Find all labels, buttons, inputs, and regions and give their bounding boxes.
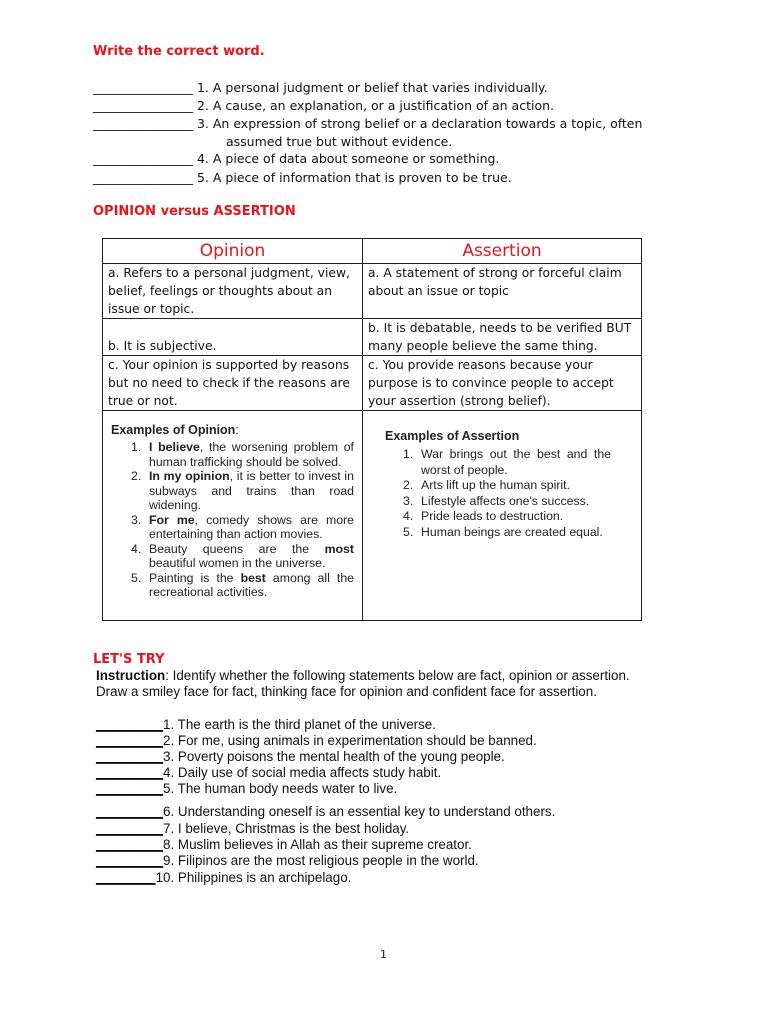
answer-blank[interactable]: _________ bbox=[96, 765, 164, 780]
fill-item-3 bbox=[93, 116, 642, 131]
answer-blank[interactable]: _________ bbox=[96, 733, 164, 748]
list-item: 5. Human beings are created equal. bbox=[403, 524, 603, 539]
fill-item-text: 5. A piece of information that is proven to be true. bbox=[196, 170, 512, 185]
opinion-cell-c: c. Your opinion is supported by reasons but no need to check if the reasons are true or not. bbox=[103, 356, 363, 411]
answer-blank[interactable]: _________ bbox=[96, 837, 164, 852]
opinion-examples-title: Examples of Opinion: bbox=[111, 423, 239, 437]
fill-item-5 bbox=[93, 170, 512, 185]
fill-item-3-continued: assumed true but without evidence. bbox=[226, 134, 453, 149]
list-item: 5. Painting is the best among all the recreational activities. bbox=[131, 570, 354, 599]
opinion-examples-cell bbox=[103, 411, 363, 621]
answer-blank[interactable]: _________ bbox=[96, 821, 164, 836]
answer-blank[interactable]: _________ bbox=[96, 804, 164, 819]
answer-blank[interactable]: ________________ bbox=[93, 116, 193, 131]
try-item-1: _________1. The earth is the third planet of the universe. bbox=[96, 717, 436, 732]
section3-heading: LET'S TRY bbox=[93, 652, 165, 667]
answer-blank[interactable]: _________ bbox=[96, 781, 164, 796]
list-item: 3. Lifestyle affects one's success. bbox=[403, 493, 590, 508]
list-item: 2. Arts lift up the human spirit. bbox=[403, 478, 570, 492]
opinion-column-header: Opinion bbox=[103, 239, 363, 264]
fill-item-text: 3. An expression of strong belief or a declaration towards a topic, often bbox=[196, 116, 643, 131]
opinion-examples-list bbox=[131, 440, 354, 600]
assertion-examples-cell bbox=[363, 411, 642, 621]
list-item: 3. For me, comedy shows are more entertaining than action movies. bbox=[131, 512, 354, 541]
answer-blank[interactable]: ________________ bbox=[93, 80, 193, 95]
try-item-3: _________3. Poverty poisons the mental health of the young people. bbox=[96, 749, 505, 764]
opinion-cell-b: b. It is subjective. bbox=[103, 319, 363, 356]
try-item-4: _________4. Daily use of social media affects study habit. bbox=[96, 765, 442, 780]
assertion-cell-c: c. You provide reasons because your purpose is to convince people to accept your assertion (strong belief). bbox=[363, 356, 642, 411]
try-item-8: _________8. Muslim believes in Allah as their supreme creator. bbox=[96, 837, 472, 852]
comparison-table bbox=[102, 238, 642, 621]
fill-item-text: 1. A personal judgment or belief that varies individually. bbox=[196, 80, 548, 95]
try-item-5: _________5. The human body needs water to live. bbox=[96, 781, 398, 796]
list-item: 1. War brings out the best and the worst of people. bbox=[403, 447, 611, 477]
assertion-column-header: Assertion bbox=[363, 239, 642, 264]
try-item-9: _________9. Filipinos are the most religious people in the world. bbox=[96, 853, 479, 868]
fill-item-1 bbox=[93, 80, 548, 95]
list-item: 2. In my opinion, it is better to invest in subways and trains than road widening. bbox=[131, 469, 354, 512]
try-item-7: _________7. I believe, Christmas is the best holiday. bbox=[96, 821, 410, 836]
answer-blank[interactable]: ________________ bbox=[93, 151, 193, 166]
answer-blank[interactable]: _________ bbox=[96, 717, 164, 732]
instruction-paragraph: Instruction: Identify whether the following statements below are fact, opinion or assertion. Draw a smiley face for fact, thinking face for opinion and confident face for assertion. bbox=[96, 668, 630, 699]
page-number: 1 bbox=[380, 948, 387, 961]
fill-item-2 bbox=[93, 98, 554, 113]
section2-heading: OPINION versus ASSERTION bbox=[93, 204, 296, 219]
answer-blank[interactable]: _________ bbox=[96, 749, 164, 764]
assertion-examples-list bbox=[403, 447, 611, 540]
assertion-examples-title: Examples of Assertion bbox=[385, 429, 520, 443]
section1-heading: Write the correct word. bbox=[93, 44, 265, 59]
answer-blank[interactable]: ________________ bbox=[93, 98, 193, 113]
list-item: 4. Pride leads to destruction. bbox=[403, 509, 564, 523]
fill-item-4 bbox=[93, 151, 499, 166]
fill-item-text: 4. A piece of data about someone or something. bbox=[196, 151, 500, 166]
answer-blank[interactable]: ________________ bbox=[93, 170, 193, 185]
try-item-10: ________10. Philippines is an archipelago. bbox=[96, 870, 352, 885]
answer-blank[interactable]: _________ bbox=[96, 853, 164, 868]
fill-item-text: 2. A cause, an explanation, or a justification of an action. bbox=[196, 98, 555, 113]
list-item: 4. Beauty queens are the most beautiful women in the universe. bbox=[131, 541, 354, 570]
opinion-cell-a: a. Refers to a personal judgment, view, belief, feelings or thoughts about an issue or topic. bbox=[103, 264, 363, 319]
answer-blank[interactable]: ________ bbox=[96, 870, 156, 885]
try-item-2: _________2. For me, using animals in experimentation should be banned. bbox=[96, 733, 537, 748]
assertion-cell-a: a. A statement of strong or forceful claim about an issue or topic bbox=[363, 264, 642, 319]
try-item-6: _________6. Understanding oneself is an essential key to understand others. bbox=[96, 804, 556, 819]
assertion-cell-b: b. It is debatable, needs to be verified BUT many people believe the same thing. bbox=[363, 319, 642, 356]
list-item: 1. I believe, the worsening problem of human trafficking should be solved. bbox=[131, 440, 354, 469]
